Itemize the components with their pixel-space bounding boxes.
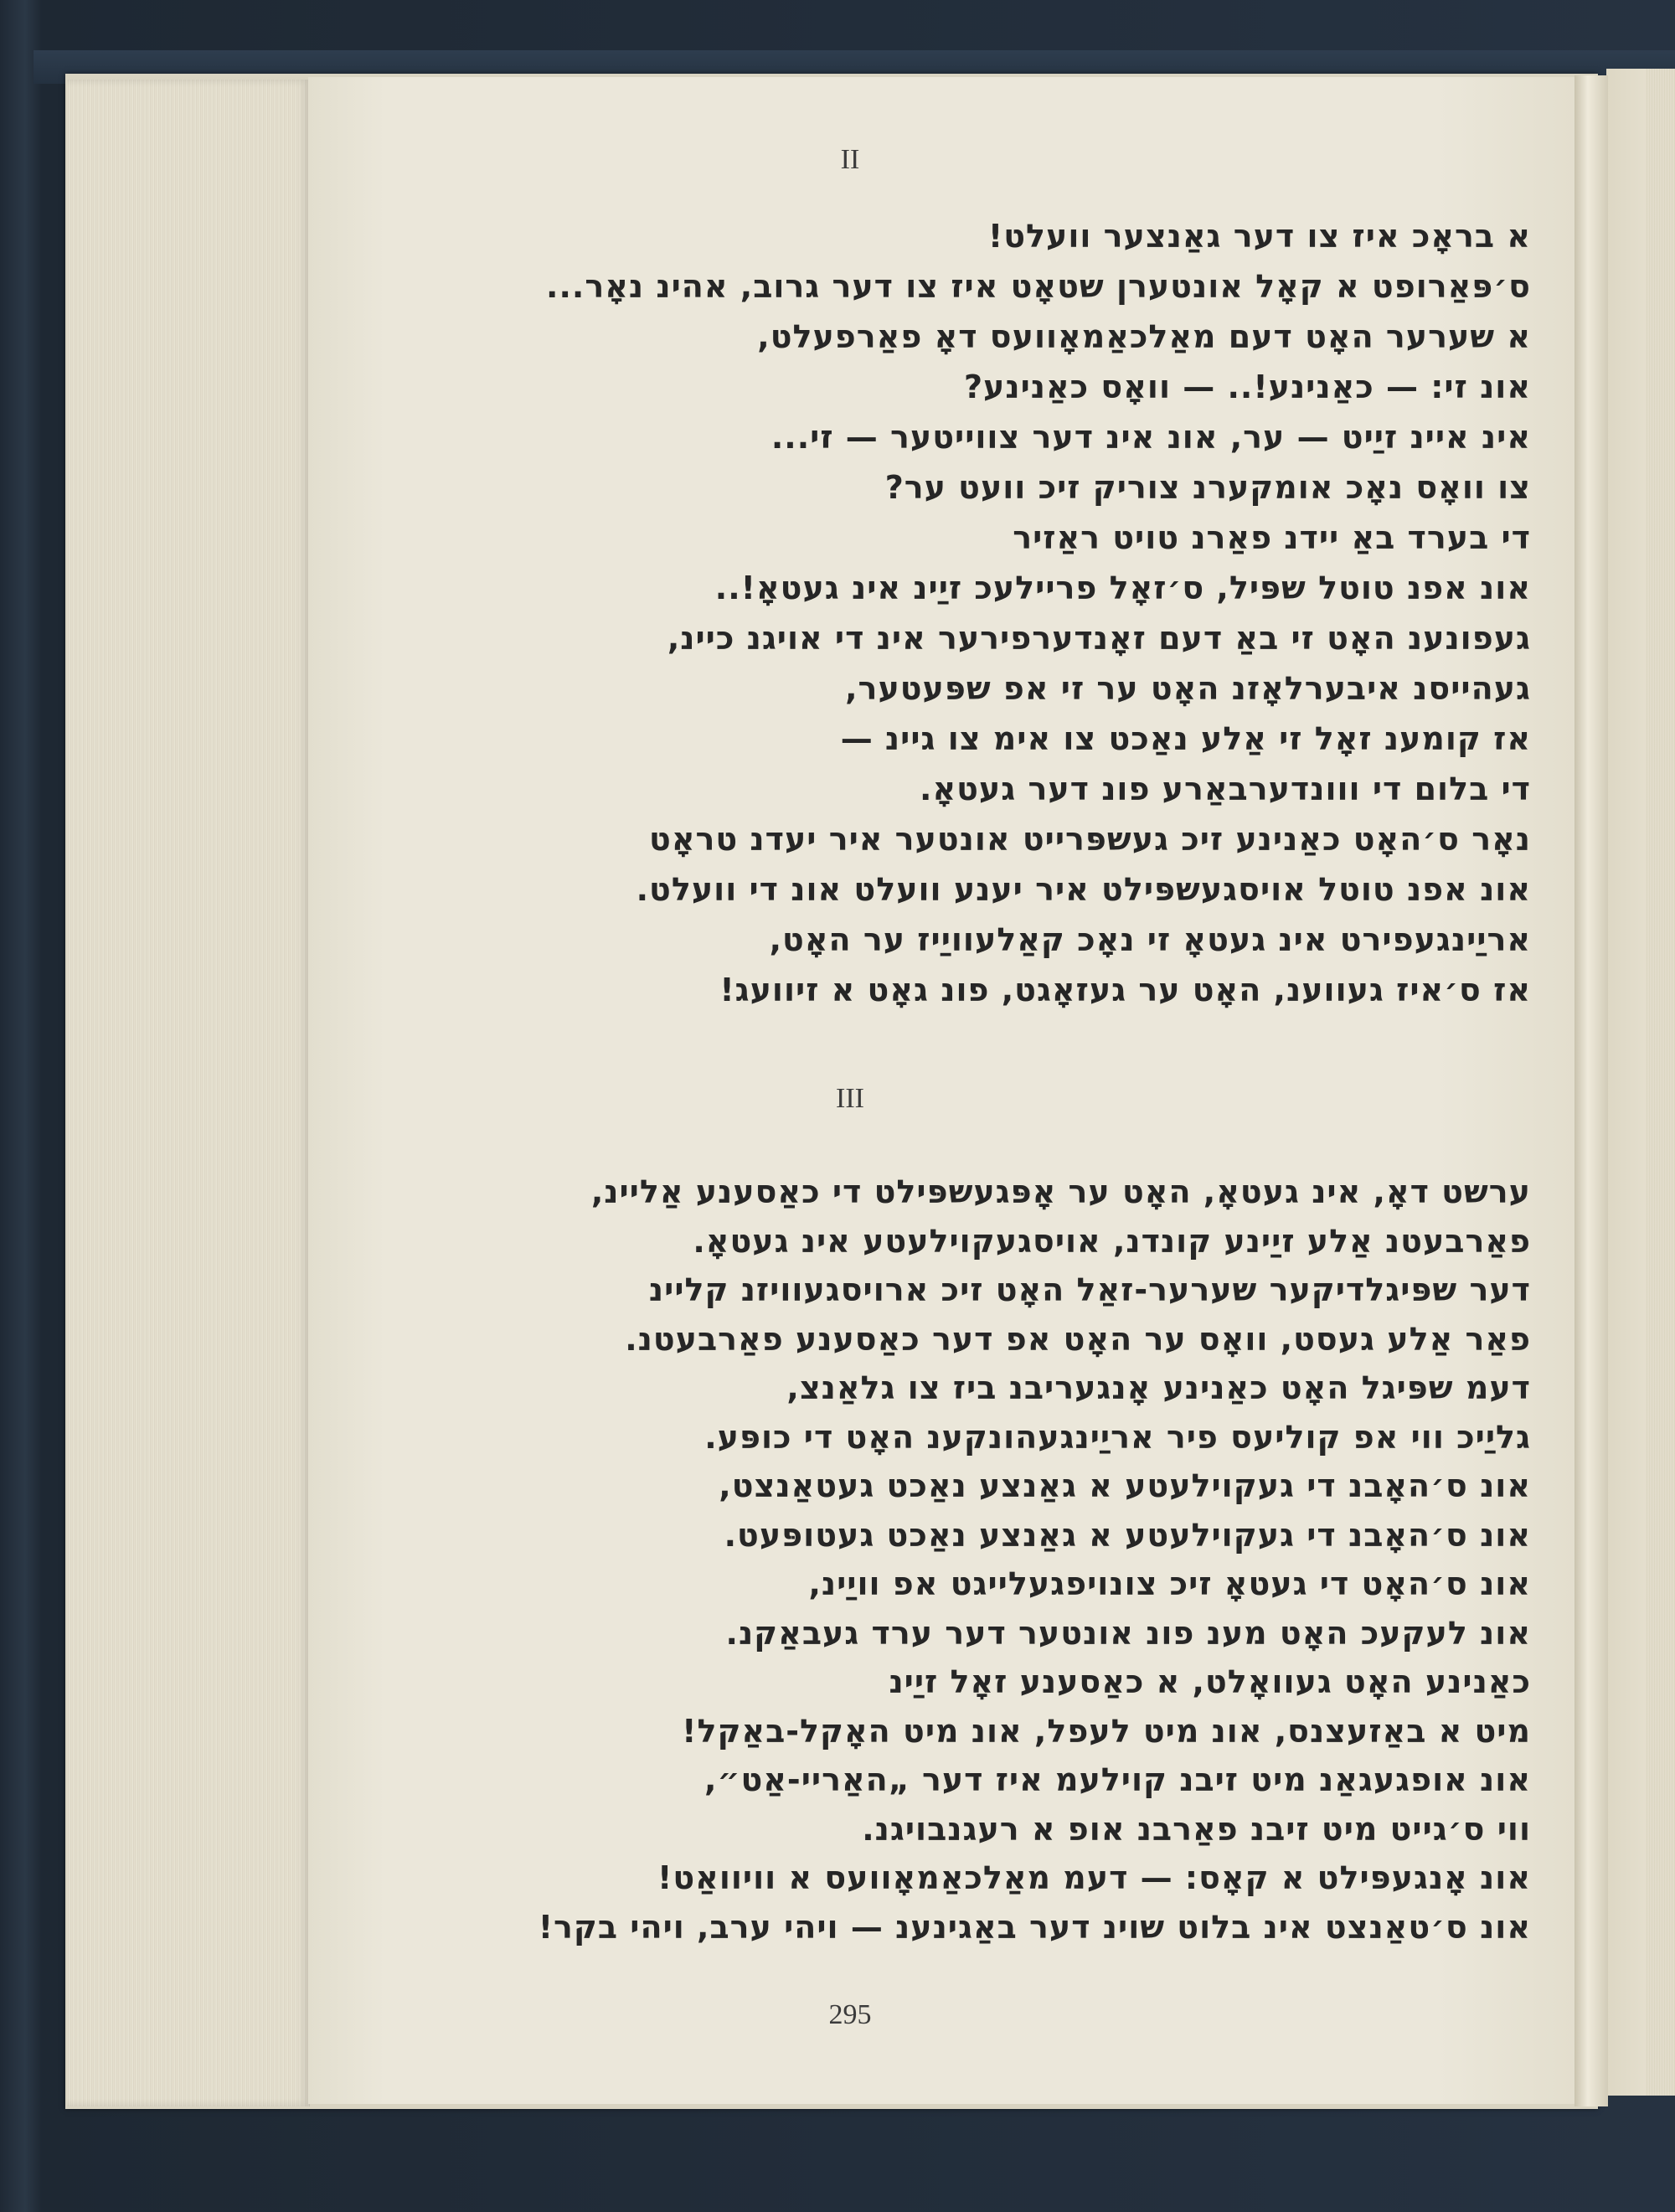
poem-line: נאָר ס׳האָט כאַנינע זיכ געשפּרייט אונטער איר יעדנ טראָט [649, 821, 1531, 858]
poem-line: אונ ס׳טאַנצט אינ בלוט שוינ דער באַגינענ — ויהי ערב, ויהי בקר! [538, 1908, 1531, 1946]
poem-line: א שערער האָט דעם מאַלכאַמאָוועס דאָ פאַרפעלט, [757, 318, 1531, 355]
poem-line: פאַרבעטנ אַלע זיַינע קונדנ, אויסגעקוילעטע אינ געטאָ. [693, 1222, 1531, 1260]
poem-line: ערשט דאָ, אינ געטאָ, האָט ער אָפּגעשפּילט די כאַסענע אַליינ, [590, 1173, 1531, 1210]
poem-line: די בערד באַ יידנ פאַרנ טויט ראַזיר [1013, 519, 1531, 556]
poem-line: אונ ס׳האָבנ די געקוילעטע א גאַנצע נאַכט געטאַנצט, [719, 1467, 1531, 1504]
poem-line: גליַיכ ווי אפ קוליעס פיר אריַינגעהונקענ האָט די כופּע. [704, 1418, 1531, 1456]
facing-page-stack [1646, 69, 1675, 2096]
poem-line: אריַינגעפירט אינ געטאָ זי נאָכ קאַלעוויַיז ער האָט, [769, 921, 1531, 958]
poem-line: אונ אופגעגאַנ מיט זיבנ קוילעמ איז דער „האַריי-אַט״, [704, 1761, 1531, 1798]
poem-line: אינ איינ זיַיט — ער, אונ אינ דער צווייטער — זי... [770, 419, 1531, 456]
poem-line: אז קומענ זאָל זי אַלע נאַכט צו אימ צו גיינ — [840, 720, 1531, 757]
poem-line: צו וואָס נאָכ אומקערנ צוריק זיכ וועט ער? [884, 469, 1531, 506]
book-gutter [1574, 75, 1608, 2106]
poem-line: מיט א באַזעצנס, אונ מיט לעפל, אונ מיט האָקל-באַקל! [682, 1712, 1531, 1750]
poem-line: כאַנינע האָט געוואָלט, א כאַסענע זאָל זיַינ [889, 1663, 1531, 1700]
poem-line: א בראָכ איז צו דער גאַנצער וועלט! [987, 218, 1531, 255]
poem-line: אז ס׳איז געווענ, האָט ער געזאָגט, פונ גאָט א זיוועג! [719, 972, 1531, 1008]
poem-line: אונ אפנ טוטל שפּיל, ס׳זאָל פריילעכ זיַינ אינ געטאָ!.. [714, 570, 1531, 606]
poem-line: אונ אָנגעפּילט א קאָס: — דעמ מאַלכאַמאָוועס א וויוואַט! [657, 1859, 1531, 1896]
poem-line: געהייסנ איבערלאָזנ האָט ער זי אפ שפּעטער, [845, 670, 1531, 707]
section-numeral-iii: III [836, 1083, 864, 1114]
page-number: 295 [828, 1999, 872, 2030]
poem-line: דער שפּיגלדיקער שערער-זאַל האָט זיכ ארויסגעוויזנ קליינ [648, 1271, 1531, 1308]
poem-line: אונ אפנ טוטל אויסגעשפּילט איר יענע וועלט אונ די וועלט. [636, 871, 1531, 908]
poem-line: ס׳פּאַרופט א קאָל אונטערן שטאָט איז צו דער גרוב, אהינ נאָר... [546, 268, 1531, 305]
poem-line: אונ זי: — כאַנינע!.. — וואָס כאַנינע? [964, 369, 1531, 405]
poem-section-iii [539, 1168, 1531, 1952]
poem-line: אונ ס׳האָבנ די געקוילעטע א גאַנצע נאַכט געטופּעט. [724, 1516, 1531, 1554]
poem-line: ווי ס׳גייט מיט זיבנ פאַרבנ אופ א רעגנבויגנ. [862, 1810, 1531, 1848]
poem-line: אונ ס׳האָט די געטאָ זיכ צונויפגעלייגט אפ וויַינ, [808, 1565, 1531, 1602]
poem-line: געפונענ האָט זי באַ דעם זאָנדערפירער אינ די אויגנ כיינ, [667, 620, 1531, 657]
poem-line: אונ לעקעכ האָט מענ פונ אונטער דער ערד געבאַקנ. [725, 1614, 1531, 1652]
poem-section-ii [546, 211, 1531, 1015]
poem-line: דעמ שפּיגל האָט כאַנינע אָנגעריבנ ביז צו גלאַנצ, [786, 1369, 1531, 1406]
poem-line: פאַר אַלע געסט, וואָס ער האָט אפ דער כאַסענע פאַרבעטנ. [625, 1320, 1531, 1358]
section-numeral-ii: II [840, 144, 860, 175]
poem-line: די בלום די ווונדערבאַרע פונ דער געטאָ. [920, 771, 1531, 807]
